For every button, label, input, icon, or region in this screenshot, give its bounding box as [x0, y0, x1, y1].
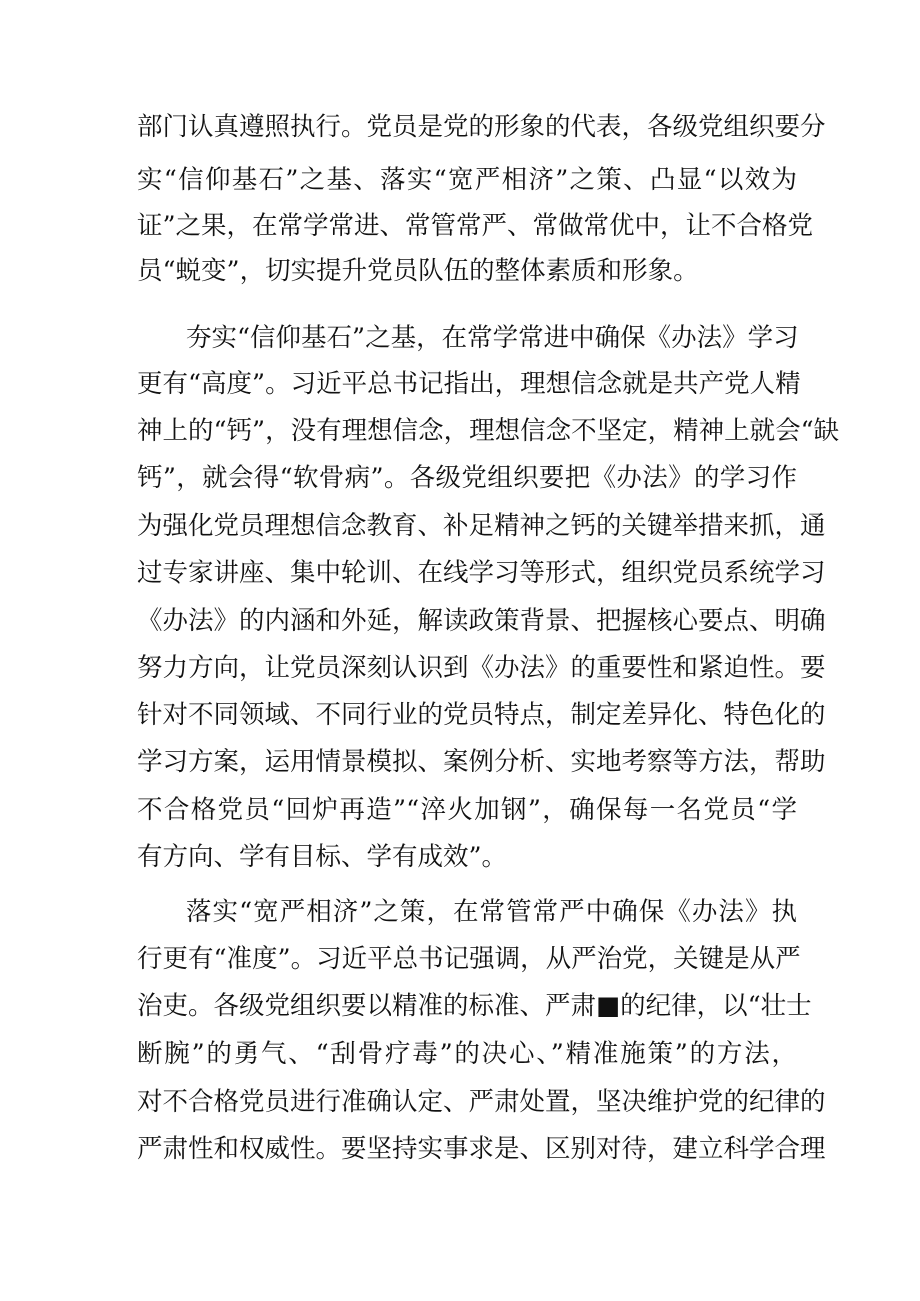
paragraph-2-line-6: 过专家讲座、集中轮训、在线学习等形式，组织党员系统学习: [137, 558, 826, 588]
paragraph-2-line-9: 针对不同领域、不同行业的党员特点，制定差异化、特色化的: [137, 700, 826, 730]
paragraph-1-line-3: 证”之果，在常学常进、常管常严、常做常优中，让不合格党: [137, 211, 814, 241]
paragraph-3-line-2: 行更有“准度”。习近平总书记强调，从严治党，关键是从严: [137, 944, 801, 974]
paragraph-3-line-4: 断腕”的勇气、“刮骨疗毒”的决心、”精准施策”的方法，: [137, 1039, 797, 1069]
paragraph-2-line-7: 《办法》的内涵和外延，解读政策背景、把握核心要点、明确: [137, 606, 826, 636]
paragraph-2-line-3: 神上的“钙”，没有理想信念，理想信念不坚定，精神上就会“缺: [137, 416, 840, 446]
paragraph-2-line-1: 夯实“信仰基石”之基，在常学常进中确保《办法》学习: [186, 323, 799, 353]
paragraph-3-line-3: 治吏。各级党组织要以精准的标准、严肃■的纪律，以“壮士: [137, 991, 812, 1021]
paragraph-2-line-5: 为强化党员理想信念教育、补足精神之钙的关键举措来抓，通: [137, 511, 826, 541]
paragraph-3-line-5: 对不合格党员进行准确认定、严肃处置，坚决维护党的纪律的: [137, 1087, 826, 1117]
paragraph-1-line-2: 实“信仰基石”之基、落实“宽严相济”之策、凸显“以效为: [137, 165, 797, 195]
paragraph-2-line-10: 学习方案，运用情景模拟、案例分析、实地考察等方法，帮助: [137, 747, 826, 777]
paragraph-1-line-4: 员“蜕变”，切实提升党员队伍的整体素质和形象。: [137, 256, 699, 286]
paragraph-2-line-12: 有方向、学有目标、学有成效”。: [137, 842, 508, 872]
paragraph-3-line-1: 落实“宽严相济”之策，在常管常严中确保《办法》执: [186, 897, 797, 927]
paragraph-2-line-11: 不合格党员“回炉再造”“淬火加钢”，确保每一名党员“学: [137, 795, 797, 825]
paragraph-1-line-1: 部门认真遵照执行。党员是党的形象的代表，各级党组织要分: [137, 112, 826, 142]
paragraph-3-line-6: 严肃性和权威性。要坚持实事求是、区别对待，建立科学合理: [137, 1134, 826, 1164]
paragraph-2-line-8: 努力方向，让党员深刻认识到《办法》的重要性和紧迫性。要: [137, 653, 826, 683]
paragraph-2-line-2: 更有“高度”。习近平总书记指出，理想信念就是共产党人精: [137, 369, 801, 399]
paragraph-2-line-4: 钙”，就会得“软骨病”。各级党组织要把《办法》的学习作: [137, 463, 797, 493]
